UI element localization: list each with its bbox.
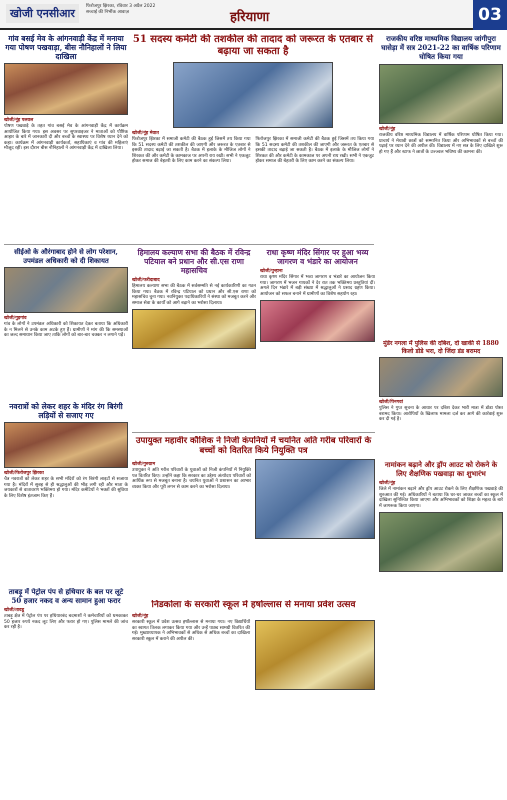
headline: 51 सदस्य कमेटी की तशकील की तादाद को जरूरत के एतबार से बढ़ाया जा सकता है <box>132 34 374 57</box>
headline: ताबड़ू में पेट्रोल पंप से हथियार के बल पर लूटे 50 हजार नकद व अन्य सामान हुआ फरार <box>8 588 124 605</box>
headline: मुंडेर नगला में पुलिस की दबिश, दो खाकी से 1880 किलो डोडे भरा, दो जिंदा डंड बरामद <box>383 340 499 355</box>
article-body: हिमालय कल्याण सभा की बैठक में सर्वसम्मति से नई कार्यकारिणी का गठन किया गया। बैठक में रविन्द्र पटियाल को प्रधान और सी.एस राणा को महासचिव चुना गया। नवनियुक्त पदाधिकारियों ने संस्था को मजबूत करने और समाज सेवा के कार्यों को आगे बढ़ाने का भरोसा दिलाया। <box>132 284 256 306</box>
byline: खोजी/पिनगवां <box>379 400 403 405</box>
photo <box>379 64 503 124</box>
headline: सीईओ के औरंगाबाद होने से लोग परेशान, उपमंडल अधिकारी को दी शिकायत <box>14 248 118 265</box>
photo <box>255 459 375 539</box>
photo <box>260 300 375 342</box>
story-radha-krishna-mandir <box>260 248 375 428</box>
photo <box>379 357 503 397</box>
article-body: पोषण पखवाड़े के तहत गांव बसई मेव के आंगनवाड़ी केंद्र में कार्यक्रम आयोजित किया गया। इस अवसर पर सुपरवाइजर ने माताओं को पौष्टिक आहार के बारे में जानकारी दी और बच्चों के स्वास्थ्य पर विशेष ध्यान देने को कहा। कार्यक्रम में आंगनवाड़ी कार्यकर्ता, सहायिकाएं व गांव की महिलाएं मौजूद रहीं। इस दौरान बीस नौनिहालों ने आंगनवाड़ी केंद्र में दाखिला लिया। <box>4 124 128 152</box>
photo <box>255 620 375 690</box>
photo <box>4 63 128 115</box>
article-body-continued: फिरोजपुर झिरका में समाजी कमेटी की बैठक हुई जिसमें तय किया गया कि 51 सदस्य कमेटी की तशकील की जाएगी और जरूरत के एतबार से इसकी तादाद बढ़ाई जा सकती है। बैठक में इलाके के मौजिज लोगों ने शिरकत की और कमेटी के कामकाज पर अपनी राय रखी। सभी ने एकजुट होकर समाज की बेहतरी के लिए काम करने का संकल्प लिया। <box>255 137 374 165</box>
byline: खोजी/गुरुग्राम <box>132 462 156 467</box>
article-body: जिले में नामांकन बढ़ाने और ड्रॉप आउट रोकने के लिए शैक्षणिक पखवाड़े की शुरुआत की गई। अधिकारियों ने बताया कि घर-घर जाकर बच्चों का स्कूल में दाखिला सुनिश्चित किया जाएगा और अभिभावकों को शिक्षा के महत्व के बारे में जागरूक किया जाएगा। <box>379 487 503 509</box>
article-body: पुलिस ने गुप्त सूचना के आधार पर दबिश देकर भारी मात्रा में डोडा पोस्त बरामद किया। आरोपियों के खिलाफ मामला दर्ज कर आगे की कार्रवाई शुरू कर दी गई है। <box>379 406 503 423</box>
edition-line <box>86 4 155 16</box>
photo <box>4 422 128 468</box>
article-body: सरकारी स्कूल में प्रवेश उत्सव हर्षोल्लास से मनाया गया। नए विद्यार्थियों का स्वागत तिलक लगाकर किया गया और उन्हें पाठ्य सामग्री वितरित की गई। मुख्याध्यापक ने अभिभावकों से अधिक से अधिक बच्चों का दाखिला सरकारी स्कूल में कराने की अपील की। <box>132 620 250 642</box>
article-body: ताबड़ू क्षेत्र में पेट्रोल पंप पर हथियारबंद बदमाशों ने कर्मचारियों को धमकाकर 50 हजार रुपये नकद लूट लिए और फरार हो गए। पुलिस मामले की जांच कर रही है। <box>4 614 128 631</box>
edition-date: फिरोजपुर झिरका, रविवार 3 अप्रैल 2022 <box>86 4 156 9</box>
photo <box>4 267 128 313</box>
byline: खोजी/नूंह मेवात <box>132 131 159 136</box>
story-anganwadi <box>4 34 128 244</box>
byline: खोजी/नूंह <box>132 614 149 619</box>
story-praveshotsav <box>132 600 375 795</box>
byline: खोजी/तावडू <box>4 608 25 613</box>
byline: खोजी/गुड़गांव <box>4 316 27 321</box>
article-body: फिरोजपुर झिरका में समाजी कमेटी की बैठक हुई जिसमें तय किया गया कि 51 सदस्य कमेटी की तशकील की जाएगी और जरूरत के एतबार से इसकी तादाद बढ़ाई जा सकती है। बैठक में इलाके के मौजिज लोगों ने शिरकत की और कमेटी के कामकाज पर अपनी राय रखी। सभी ने एकजुट होकर समाज की बेहतरी के लिए काम करने का संकल्प लिया। <box>132 137 251 165</box>
story-ceo-complaint <box>4 248 128 398</box>
story-enrollment-fortnight <box>379 460 503 740</box>
story-navratri-temples <box>4 402 128 582</box>
section-name: हरियाणा <box>230 10 270 25</box>
story-himalaya-sabha <box>132 248 256 428</box>
headline: राधा कृष्ण मंदिर सिंगार पर हुआ भव्य जागरण व भंडारे का आयोजन <box>266 248 369 266</box>
byline: खोजी/नूंह <box>379 481 396 486</box>
byline: खोजी/पुन्हाना <box>260 269 283 274</box>
headline: हिमालय कल्याण सभा की बैठक में रविन्द्र पटियाल बने प्रधान और सी.एस राणा महासचिव <box>137 248 251 275</box>
photo <box>173 62 333 128</box>
byline: खोजी/फिरोजपुर झिरका <box>4 471 44 476</box>
headline: निडकोला के सरकारी स्कूल में हर्षोल्लास से मनाया प्रवेश उत्सव <box>151 600 356 610</box>
byline: खोजी/फरीदाबाद <box>132 278 160 283</box>
byline: खोजी/नूंह <box>379 127 396 132</box>
article-body: राजकीय वरिष्ठ माध्यमिक विद्यालय में वार्षिक परिणाम घोषित किया गया। प्राचार्य ने मेधावी छात्रों को सम्मानित किया और अभिभावकों से बच्चों की पढ़ाई पर ध्यान देने की अपील की। विद्यालय में नए सत्र के लिए दाखिले शुरू हो गए हैं और स्टाफ ने छात्रों के उज्ज्वल भविष्य की कामना की। <box>379 133 503 155</box>
article-body: राधा कृष्ण मंदिर सिंगार में भव्य जागरण व भंडारे का आयोजन किया गया। जागरण में भजन गायकों ने देर रात तक भक्तिमय प्रस्तुतियां दीं। अगले दिन भंडारे में बड़ी संख्या में श्रद्धालुओं ने प्रसाद ग्रहण किया। आयोजन को सफल बनाने में ग्रामीणों का विशेष सहयोग रहा। <box>260 275 375 297</box>
photo <box>379 512 503 572</box>
headline: नवरात्रों को लेकर शहर के मंदिर रंग बिरंगी लड़ियों से सजाए गए <box>9 402 123 420</box>
page-number: 03 <box>473 0 507 30</box>
story-school-result <box>379 34 503 334</box>
headline: गांव बसई मेव के आंगनवाड़ी केंद्र में मनाया गया पोषण पखवाड़ा, बीस नौनिहालों ने लिया दाखिला <box>5 34 127 61</box>
divider <box>4 244 374 245</box>
headline: राजकीय वरिष्ठ माध्यमिक विद्यालय जांगीपुरा घासेड़ा में सत्र 2021-22 का वार्षिक परिणाम घोषित किया गया <box>381 34 501 61</box>
tagline: सच्चाई की निर्भीक आवाज़ <box>86 10 129 15</box>
story-police-raid <box>379 340 503 455</box>
story-petrol-pump-robbery <box>4 588 128 793</box>
story-committee <box>132 34 374 239</box>
article-body: उपायुक्त ने अति गरीब परिवारों के युवाओं को निजी कंपनियों में नियुक्ति पत्र वितरित किए। उन्होंने कहा कि सरकार का उद्देश्य अंत्योदय परिवारों को आर्थिक रूप से मजबूत बनाना है। चयनित युवाओं ने प्रशासन का आभार व्यक्त किया और पूरी लगन से काम करने का भरोसा दिलाया। <box>132 468 251 490</box>
article-body: चैत्र नवरात्रों को लेकर शहर के सभी मंदिरों को रंग बिरंगी लाइटों से सजाया गया है। मंदिरों में सुबह से ही श्रद्धालुओं की भीड़ लगी रही और माता के जयकारों से वातावरण भक्तिमय हो गया। मंदिर कमेटियों ने भक्तों की सुविधा के लिए विशेष इंतजाम किए हैं। <box>4 477 128 499</box>
photo <box>132 309 256 349</box>
divider <box>132 432 375 433</box>
headline: उपायुक्त महावीर कौशिक ने निजी कंपनियों में चयनित अति गरीब परिवारों के बच्चों को वितरित किये नियुक्ति पत्र <box>135 436 372 456</box>
headline: नामांकन बढ़ाने और ड्रॉप आउट को रोकने के लिए शैक्षणिक पखवाड़ा का शुभारंभ <box>384 460 498 478</box>
article-body: गांव के लोगों ने उपमंडल अधिकारी को शिकायत देकर बताया कि अधिकारी के न मिलने से उनके काम अटके हुए हैं। ग्रामीणों ने मांग की कि समस्याओं का जल्द समाधान किया जाए ताकि लोगों को बार-बार चक्कर न लगाने पड़ें। <box>4 322 128 339</box>
story-appointment-letters <box>132 436 375 596</box>
byline: खोजी/नूंह पलवल <box>4 118 34 123</box>
masthead: खोजी एनसीआर <box>6 4 79 23</box>
page-header <box>0 0 507 30</box>
